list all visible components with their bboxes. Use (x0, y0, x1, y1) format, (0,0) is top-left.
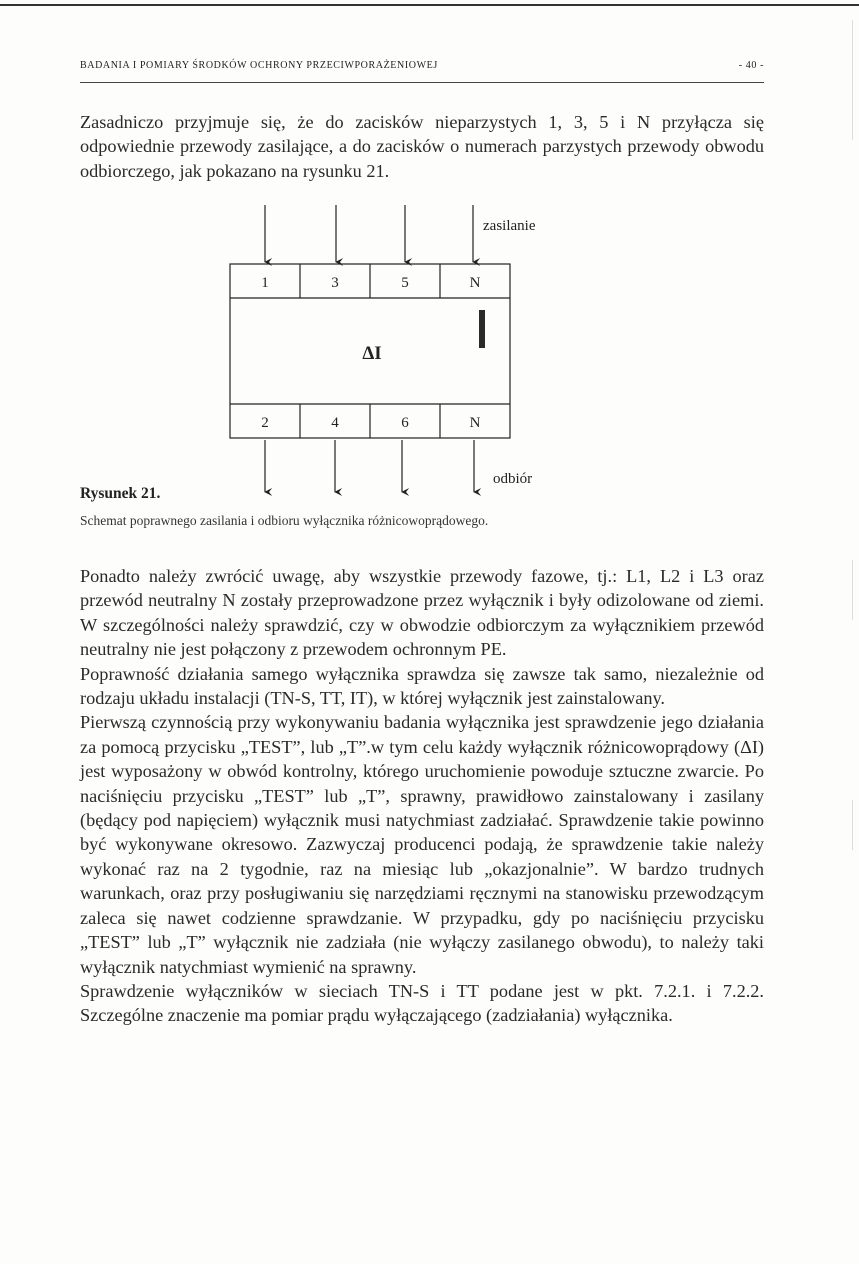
scan-edge-mark (852, 560, 853, 620)
body-paragraph: Ponadto należy zwrócić uwagę, aby wszystkie przewody fazowe, tj.: L1, L2 i L3 oraz przewód neutralny N zostały przeprowadzone przez wyłącznik i były odizolowane od ziemi. W szczególności należy sprawdzić, czy w obwodzie odbiorczym za wyłącznikiem przewód neutralny nie jest połączony z przewodem ochronnym PE. (80, 566, 764, 660)
top-terminal-label: 1 (261, 275, 269, 291)
test-button (479, 310, 485, 348)
bottom-terminal-label: 2 (261, 415, 269, 431)
header-title: BADANIA I POMIARY ŚRODKÓW OCHRONY PRZECIWPORAŻENIOWEJ (80, 60, 438, 71)
rcd-diagram (0, 0, 859, 560)
bottom-terminal-label: 6 (401, 415, 409, 431)
bottom-terminal-label: N (469, 415, 481, 431)
scan-edge-mark (852, 800, 853, 850)
page-number: - 40 - (738, 60, 764, 71)
body-paragraph: Sprawdzenie wyłączników w sieciach TN-S i TT podane jest w pkt. 7.2.1. i 7.2.2. Szczególne znaczenie ma pomiar prądu wyłączającego (zadziałania) wyłącznika. (80, 980, 764, 1026)
supply-label: zasilanie (483, 218, 536, 234)
figure-caption-text: Schemat poprawnego zasilania i odbioru wyłącznika różnicowoprądowego. (80, 513, 489, 528)
body-paragraph: Poprawność działania samego wyłącznika sprawdza się zawsze tak samo, niezależnie od rodzaju układu instalacji (TN-S, TT, IT), w której wyłącznik jest zainstalowany. (80, 663, 764, 709)
device-label: ΔI (362, 343, 382, 364)
top-terminal-label: N (469, 275, 481, 291)
body-paragraph: Pierwszą czynnością przy wykonywaniu badania wyłącznika jest sprawdzenie jego działania za pomocą przycisku „TEST”, lub „T”.w tym celu każdy wyłącznik różnicowoprądowy (ΔI) jest wyposażony w obwód kontrolny, którego uruchomienie powoduje sztuczne zwarcie. Po naciśnięciu przycisku „TEST” lub „T”, sprawny, prawidłowo zainstalowany i zasilany (będący pod napięciem) wyłącznik musi natychmiast zadziałać. Sprawdzenie takie powinno być wykonywane okresowo. Zazwyczaj producenci podają, że sprawdzenie takie należy wykonać raz na 2 tygodnie, raz na miesiąc lub „okazjonalnie”. W bardzo trudnych warunkach, oraz przy posługiwaniu się narzędziami ręcznymi na stanowisku przewodzącym zaleca się nawet codzienne sprawdzanie. W przypadku, gdy po naciśnięciu przycisku „TEST” lub „T” wyłącznik nie zadziała (nie wyłączy zasilanego obwodu), to należy taki wyłącznik natychmiast wymienić na sprawny. (80, 712, 764, 977)
scan-edge-mark (852, 20, 853, 140)
intro-paragraph: Zasadniczo przyjmuje się, że do zacisków nieparzystych 1, 3, 5 i N przyłącza się odpowiednie przewody zasilające, a do zacisków o numerach parzystych przewody obwodu odbiorczego, jak pokazano na rysunku 21. (80, 112, 764, 181)
top-terminal-label: 3 (331, 275, 339, 291)
load-label: odbiór (493, 471, 533, 487)
bottom-terminal-label: 4 (331, 415, 339, 431)
body-text (80, 564, 764, 1028)
figure-caption-title: Rysunek 21. (80, 485, 161, 502)
top-terminal-label: 5 (401, 275, 409, 291)
